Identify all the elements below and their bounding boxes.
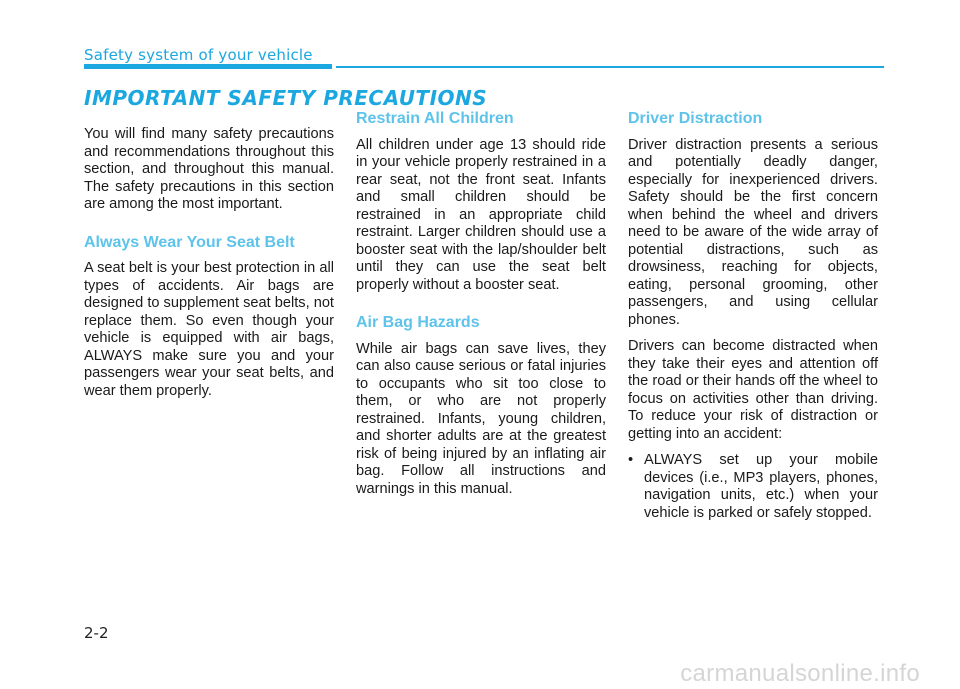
- bullet-icon: •: [628, 452, 634, 468]
- intro-paragraph: You will find many safety precautions and recommendations throughout this section, and throughout this manual. The safety precautions in this section are among the most important.: [84, 126, 334, 212]
- section-header: Safety system of your vehicle: [84, 46, 313, 64]
- list-item: [628, 452, 878, 522]
- page-title: IMPORTANT SAFETY PRECAUTIONS: [84, 86, 488, 110]
- children-paragraph: All children under age 13 should ride in your vehicle properly restrained in a rear seat, not the front seat. Infants and small children should be restrained in an appropriate child restraint. Larger children should use a booster seat with the lap/shoulder belt until they can use the seat belt properly without a booster seat.: [356, 136, 606, 293]
- seatbelt-heading: Always Wear Your Seat Belt: [84, 233, 295, 251]
- header-rule-thin: [336, 66, 884, 68]
- distraction-heading: Driver Distraction: [628, 110, 763, 127]
- column-3: [628, 110, 878, 522]
- header-rule-thick: [84, 64, 332, 69]
- airbag-heading: Air Bag Hazards: [356, 314, 480, 331]
- airbag-paragraph: While air bags can save lives, they can also cause serious or fatal injuries to occupants who sit too close to them, or who are not properly restrained. Infants, young children, and shorter adults are at the greatest risk of being injured by an inflating air bag. Follow all instructions and warnings in this manual.: [356, 340, 606, 497]
- seatbelt-paragraph: A seat belt is your best protection in all types of accidents. Air bags are designed to supplement seat belts, not replace them. So even though your vehicle is equipped with air bags, ALWAYS make sure you and your passengers wear your seat belts, and wear them properly.: [84, 260, 334, 399]
- bullet-text: ALWAYS set up your mobile devices (i.e., MP3 players, phones, navigation units, etc.) when your vehicle is parked or safely stopped.: [644, 452, 878, 521]
- children-heading: Restrain All Children: [356, 110, 514, 127]
- distraction-paragraph-1: Driver distraction presents a serious and potentially deadly danger, especially for inexperienced drivers. Safety should be the first concern when behind the wheel and drivers need to be aware of the wide array of potential distractions, such as drowsiness, reaching for objects, eating, personal grooming, other passengers, and using cellular phones.: [628, 136, 878, 328]
- column-2: [356, 110, 606, 507]
- watermark: carmanualsonline.info: [680, 660, 920, 687]
- column-1: [84, 126, 334, 409]
- distraction-paragraph-2: Drivers can become distracted when they take their eyes and attention off the road or their hands off the wheel to focus on activities other than driving. To reduce your risk of distraction or getting into an accident:: [628, 338, 878, 442]
- page-number: 2-2: [84, 624, 109, 642]
